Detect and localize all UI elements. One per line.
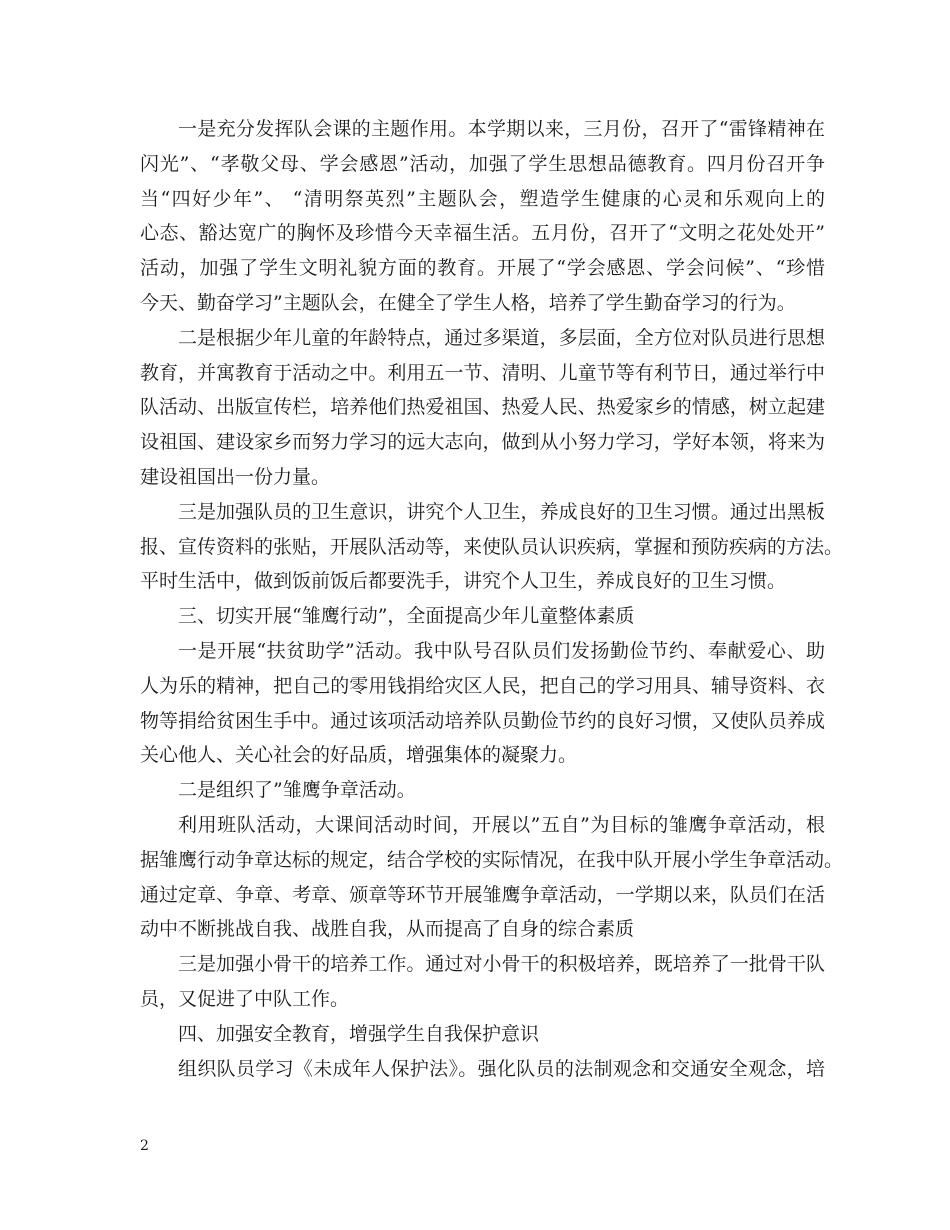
text-line: 设祖国、建设家乡而努力学习的远大志向，做到从小努力学习，学好本领，将来为 [140, 431, 825, 454]
text-line: 通过定章、争章、考章、颁章等环节开展雏鹰争章活动，一学期以来，队员们在活 [140, 883, 825, 906]
text-line: 报、宣传资料的张贴，开展队活动等，来使队员认识疾病，掌握和预防疾病的方法。 [140, 535, 844, 558]
text-line: 队活动、出版宣传栏，培养他们热爱祖国、热爱人民、热爱家乡的情感，树立起建 [140, 396, 825, 419]
text-line: 组织队员学习《未成年人保护法》。强化队员的法制观念和交通安全观念，培 [178, 1057, 825, 1080]
text-line: 教育，并寓教育于活动之中。利用五一节、清明、儿童节等有利节日，通过举行中 [140, 361, 825, 384]
text-line: 活动，加强了学生文明礼貌方面的教育。开展了“学会感恩、学会问候”、“珍惜 [140, 257, 825, 280]
text-line: 心态、豁达宽广的胸怀及珍惜今天幸福生活。五月份，召开了“文明之花处处开” [140, 222, 825, 245]
text-line: 员，又促进了中队工作。 [140, 987, 350, 1010]
text-line: 人为乐的精神，把自己的零用钱捐给灾区人民，把自己的学习用具、辅导资料、衣 [140, 674, 825, 697]
text-line: 二是组织了”雏鹰争章活动。 [178, 779, 416, 802]
text-line: 当“四好少年”、 “清明祭英烈”主题队会，塑造学生健康的心灵和乐观向上的 [140, 187, 825, 210]
text-line: 一是开展“扶贫助学”活动。我中队号召队员们发扬勤俭节约、奉献爱心、助 [178, 639, 825, 662]
text-line: 一是充分发挥队会课的主题作用。本学期以来，三月份，召开了“雷锋精神在 [178, 118, 825, 140]
text-line: 利用班队活动，大课间活动时间，开展以”五自”为目标的雏鹰争章活动，根 [178, 813, 825, 836]
text-line: 三、切实开展“雏鹰行动”，全面提高少年儿童整体素质 [178, 605, 635, 628]
page-number: 2 [140, 1138, 149, 1154]
text-line: 今天、勤奋学习”主题队会，在健全了学生人格，培养了学生勤奋学习的行为。 [140, 291, 796, 314]
text-line: 据雏鹰行动争章达标的规定，结合学校的实际情况，在我中队开展小学生争章活动。 [140, 848, 844, 871]
text-line: 平时生活中，做到饭前饭后都要洗手，讲究个人卫生，养成良好的卫生习惯。 [140, 570, 787, 593]
text-line: 三是加强队员的卫生意识，讲究个人卫生，养成良好的卫生习惯。通过出黑板 [178, 500, 825, 523]
text-line: 动中不断挑战自我、战胜自我，从而提高了自身的综合素质 [140, 918, 635, 941]
text-line: 关心他人、关心社会的好品质，增强集体的凝聚力。 [140, 744, 578, 767]
text-line: 三是加强小骨干的培养工作。通过对小骨干的积极培养，既培养了一批骨干队 [178, 953, 825, 976]
text-line: 二是根据少年儿童的年龄特点，通过多渠道，多层面，全方位对队员进行思想 [178, 326, 825, 349]
document-body [140, 112, 844, 1086]
text-line: 四、加强安全教育，增强学生自我保护意识 [178, 1022, 540, 1045]
text-line: 闪光”、“孝敬父母、学会感恩”活动，加强了学生思想品德教育。四月份召开争 [140, 152, 825, 175]
text-line: 建设祖国出一份力量。 [140, 465, 331, 488]
text-line: 物等捐给贫困生手中。通过该项活动培养队员勤俭节约的良好习惯，又使队员养成 [140, 709, 825, 732]
